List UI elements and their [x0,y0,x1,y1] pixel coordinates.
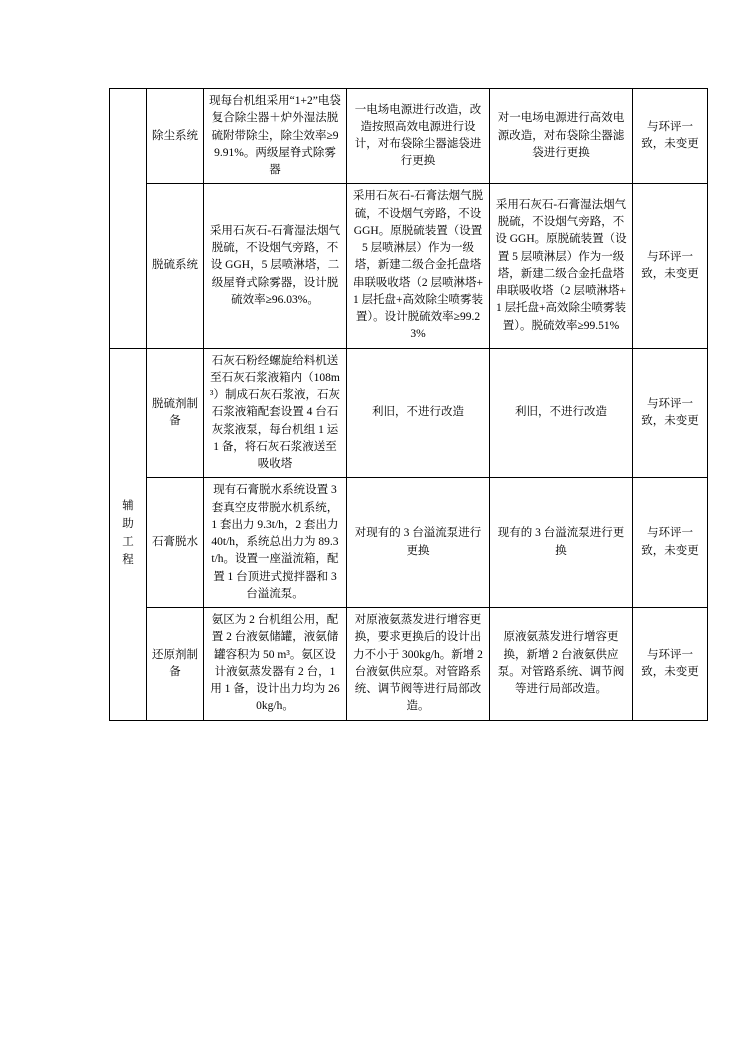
table-row [110,184,708,348]
actual-cell: 利旧，不进行改造 [490,348,633,478]
comparison-table-wrapper [109,88,699,721]
actual-cell: 现有的 3 台溢流泵进行更换 [490,478,633,608]
category-label-vertical: 辅 助 工 程 [122,500,134,566]
actual-cell: 采用石灰石-石膏湿法烟气脱硫，不设烟气旁路，不设 GGH。原脱硫装置（设置 5 层喷淋层）作为一级塔，新建二级合金托盘塔串联吸收塔（2 层喷淋塔+1 层托盘+高效除尘喷雾装置）。脱硫效率≥99.51% [490,184,633,348]
comparison-table [109,88,708,721]
plan-cell: 采用石灰石-石膏法烟气脱硫，不设烟气旁路，不设 GGH。原脱硫装置（设置 5 层喷淋层）作为一级塔，新建二级合金托盘塔串联吸收塔（2 层喷淋塔+1 层托盘+高效除尘喷雾装置）。设计脱硫效率≥99.23% [347,184,490,348]
system-name-cell: 脱硫剂制备 [147,348,204,478]
conclusion-cell: 与环评一致，未变更 [633,89,708,184]
existing-condition-cell: 采用石灰石-石膏湿法烟气脱硫，不设烟气旁路，不设 GGH，5 层喷淋塔，二级屋脊式除雾器，设计脱硫效率≥96.03%。 [204,184,347,348]
plan-cell: 利旧，不进行改造 [347,348,490,478]
conclusion-cell: 与环评一致，未变更 [633,478,708,608]
system-name-cell: 脱硫系统 [147,184,204,348]
actual-cell: 原液氨蒸发进行增容更换，新增 2 台液氨供应泵。对管路系统、调节阀等进行局部改造。 [490,608,633,721]
existing-condition-cell: 氨区为 2 台机组公用，配置 2 台液氨储罐，液氨储罐容积为 50 m³。氨区设计液氨蒸发器有 2 台，1 用 1 备，设计出力均为 260kg/h。 [204,608,347,721]
plan-cell: 一电场电源进行改造，改造按照高效电源进行设计，对布袋除尘器滤袋进行更换 [347,89,490,184]
actual-cell: 对一电场电源进行高效电源改造，对布袋除尘器滤袋进行更换 [490,89,633,184]
table-row [110,89,708,184]
plan-cell: 对原液氨蒸发进行增容更换，要求更换后的设计出力不小于 300kg/h。新增 2 台液氨供应泵。对管路系统、调节阀等进行局部改造。 [347,608,490,721]
table-row [110,608,708,721]
conclusion-cell: 与环评一致，未变更 [633,184,708,348]
existing-condition-cell: 现有石膏脱水系统设置 3 套真空皮带脱水机系统，1 套出力 9.3t/h，2 套出力 40t/h，系统总出力为 89.3t/h。设置一座溢流箱，配置 1 台顶进式搅拌器和 3 台溢流泵。 [204,478,347,608]
system-name-cell: 石膏脱水 [147,478,204,608]
table-row [110,478,708,608]
table-row [110,348,708,478]
existing-condition-cell: 石灰石粉经螺旋给料机送至石灰石浆液箱内（108m³）制成石灰石浆液，石灰石浆液箱配套设置 4 台石灰浆液泵，每台机组 1 运 1 备，将石灰石浆液送至吸收塔 [204,348,347,478]
existing-condition-cell: 现每台机组采用“1+2”电袋复合除尘器＋炉外湿法脱硫附带除尘，除尘效率≥99.91%。两级屋脊式除雾器 [204,89,347,184]
plan-cell: 对现有的 3 台溢流泵进行更换 [347,478,490,608]
system-name-cell: 除尘系统 [147,89,204,184]
conclusion-cell: 与环评一致，未变更 [633,348,708,478]
system-name-cell: 还原剂制备 [147,608,204,721]
category-cell-empty [110,89,147,349]
conclusion-cell: 与环评一致，未变更 [633,608,708,721]
category-cell [110,348,147,720]
